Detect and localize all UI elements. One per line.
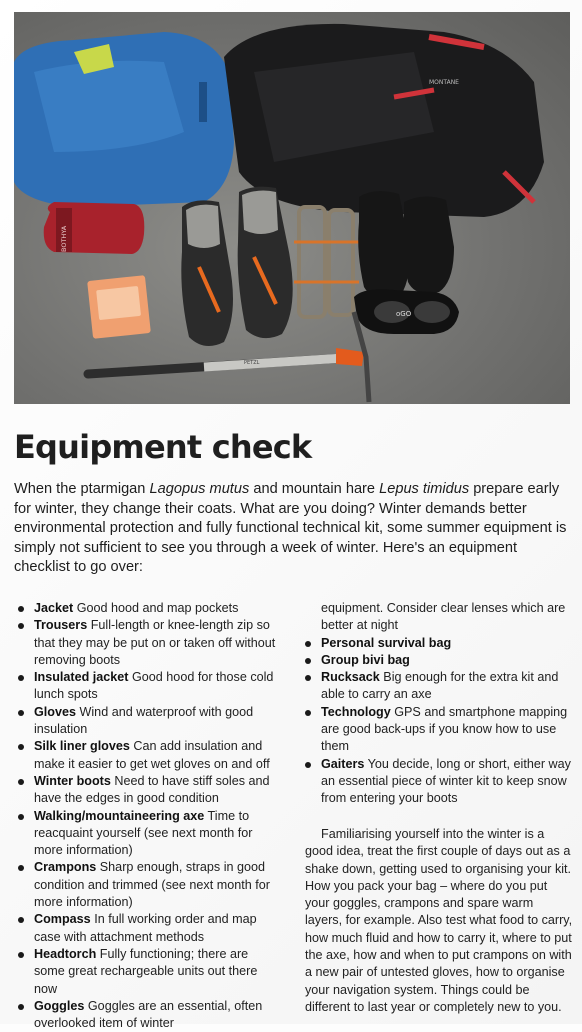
bullet-icon (305, 710, 311, 716)
gloves-illustration (358, 191, 454, 299)
item-term: Compass (34, 912, 91, 927)
checklist-item (305, 635, 573, 652)
item-term: Gloves (34, 704, 76, 719)
checklist-left (18, 600, 280, 1032)
bullet-icon (305, 658, 311, 664)
checklist-item (18, 808, 280, 860)
item-desc: Big enough for the extra kit and able to carry an axe (321, 670, 559, 702)
item-term: Personal survival bag (321, 635, 452, 650)
item-term: Trousers (34, 618, 88, 633)
item-term: Gaiters (321, 756, 365, 771)
goggles-continuation: equipment. Consider clear lenses which are better at night (321, 601, 566, 633)
bivi-bag-brand-label: BOTHYA (60, 225, 68, 252)
checklist-item (18, 704, 280, 739)
goggles-brand-label: oGO (396, 310, 412, 318)
bullet-icon (18, 744, 24, 750)
bullet-icon (18, 623, 24, 629)
checklist-item (18, 738, 280, 773)
species-hare: Lepus timidus (379, 481, 470, 497)
item-desc: In full working order and map case with attachment methods (34, 912, 257, 944)
bullet-icon (305, 641, 311, 647)
intro-paragraph (14, 480, 570, 578)
checklist-item (305, 704, 573, 756)
bullet-icon (18, 675, 24, 681)
equipment-photo (14, 12, 570, 404)
checklist-item (18, 859, 280, 911)
item-term: Goggles (34, 998, 85, 1013)
bullet-icon (18, 710, 24, 716)
item-desc: Fully functioning; there are some great rechargeable units out there now (34, 946, 258, 996)
checklist-item (18, 998, 280, 1032)
item-desc: Time to reacquaint yourself (see next month for more information) (34, 808, 253, 858)
item-desc: Full-length or knee-length zip so that they may be put on or taken off without removing boots (34, 618, 276, 667)
checklist-left-column (18, 600, 280, 1032)
item-term: Rucksack (321, 670, 380, 685)
winter-boots-illustration (181, 187, 292, 346)
bullet-icon (18, 865, 24, 871)
intro-text-3: prepare early for winter, they change their coats. What are you doing? Winter demands better environmental protection and fully functional technical kit, some summer equipment is simply not sufficient to see you through a week of winter. Here's an equipment checklist to go over: (14, 481, 567, 575)
checklist-item (305, 669, 573, 704)
item-term: Silk liner gloves (34, 739, 130, 754)
item-term: Jacket (34, 601, 74, 615)
intro-text-2: and mountain hare (249, 481, 380, 497)
red-bivi-bag-illustration (44, 202, 145, 254)
item-desc: Sharp enough, straps in good condition and trimmed (see next month for more information) (34, 860, 270, 910)
item-desc: Good hood and map pockets (73, 601, 239, 615)
item-desc: Goggles are an essential, often overlooked item of winter (34, 998, 263, 1031)
checklist-item (305, 756, 573, 808)
item-term: Insulated jacket (34, 670, 129, 685)
bullet-icon (305, 762, 311, 768)
checklist-item (18, 911, 280, 946)
bullet-icon (18, 917, 24, 923)
axe-brand-label: PETZL (244, 360, 260, 366)
checklist-item (18, 946, 280, 998)
item-term: Winter boots (34, 773, 111, 788)
crampons-illustration (294, 207, 359, 317)
item-term: Headtorch (34, 946, 97, 961)
checklist-right (305, 635, 573, 808)
intro-text-1: When the ptarmigan (14, 481, 150, 497)
item-desc: You decide, long or short, either way an essential piece of winter kit to keep snow from entering your boots (321, 756, 571, 806)
item-desc: Wind and waterproof with good insulation (34, 704, 254, 737)
bullet-icon (18, 606, 24, 612)
checklist-item (305, 652, 573, 669)
bullet-icon (18, 814, 24, 820)
bullet-icon (305, 675, 311, 681)
checklist-item (18, 617, 280, 669)
survival-bag-packet-illustration (87, 275, 151, 339)
bullet-icon (18, 952, 24, 958)
rucksack-brand-label: MONTANE (429, 79, 459, 86)
item-term: Crampons (34, 860, 97, 875)
item-term: Walking/mountaineering axe (34, 808, 205, 823)
species-ptarmigan: Lagopus mutus (149, 481, 250, 497)
item-desc: Can add insulation and make it easier to get wet gloves on and off (34, 739, 270, 771)
checklist-item (18, 669, 280, 704)
checklist-item (18, 773, 280, 808)
checklist-item (18, 600, 280, 617)
blue-jacket-illustration (14, 32, 234, 207)
article-title: Equipment check (14, 428, 312, 466)
goggles-illustration (354, 289, 459, 334)
closing-paragraph: Familiarising yourself into the winter is a good idea, treat the first couple of days out as a shake down, getting used to organising your kit. How you pack your bag – where do you put your goggles, crampons and spare warm layers, for example. Also test what food to carry, how much fluid and how to carry it, where to put the axe, how and when to put crampons on with a new pair of untested gloves, how to organise your navigation system. Things could be different to last year or completely new to you. (305, 827, 573, 1014)
item-term: Technology (321, 704, 391, 719)
bullet-icon (18, 779, 24, 785)
item-desc: GPS and smartphone mapping are good back-ups if you know how to use them (321, 704, 568, 754)
item-desc: Good hood for those cold lunch spots (34, 670, 274, 702)
bullet-icon (18, 1004, 24, 1010)
item-term: Group bivi bag (321, 652, 410, 667)
item-desc: Need to have stiff soles and have the edges in good condition (34, 773, 270, 806)
checklist-right-column (305, 600, 573, 808)
